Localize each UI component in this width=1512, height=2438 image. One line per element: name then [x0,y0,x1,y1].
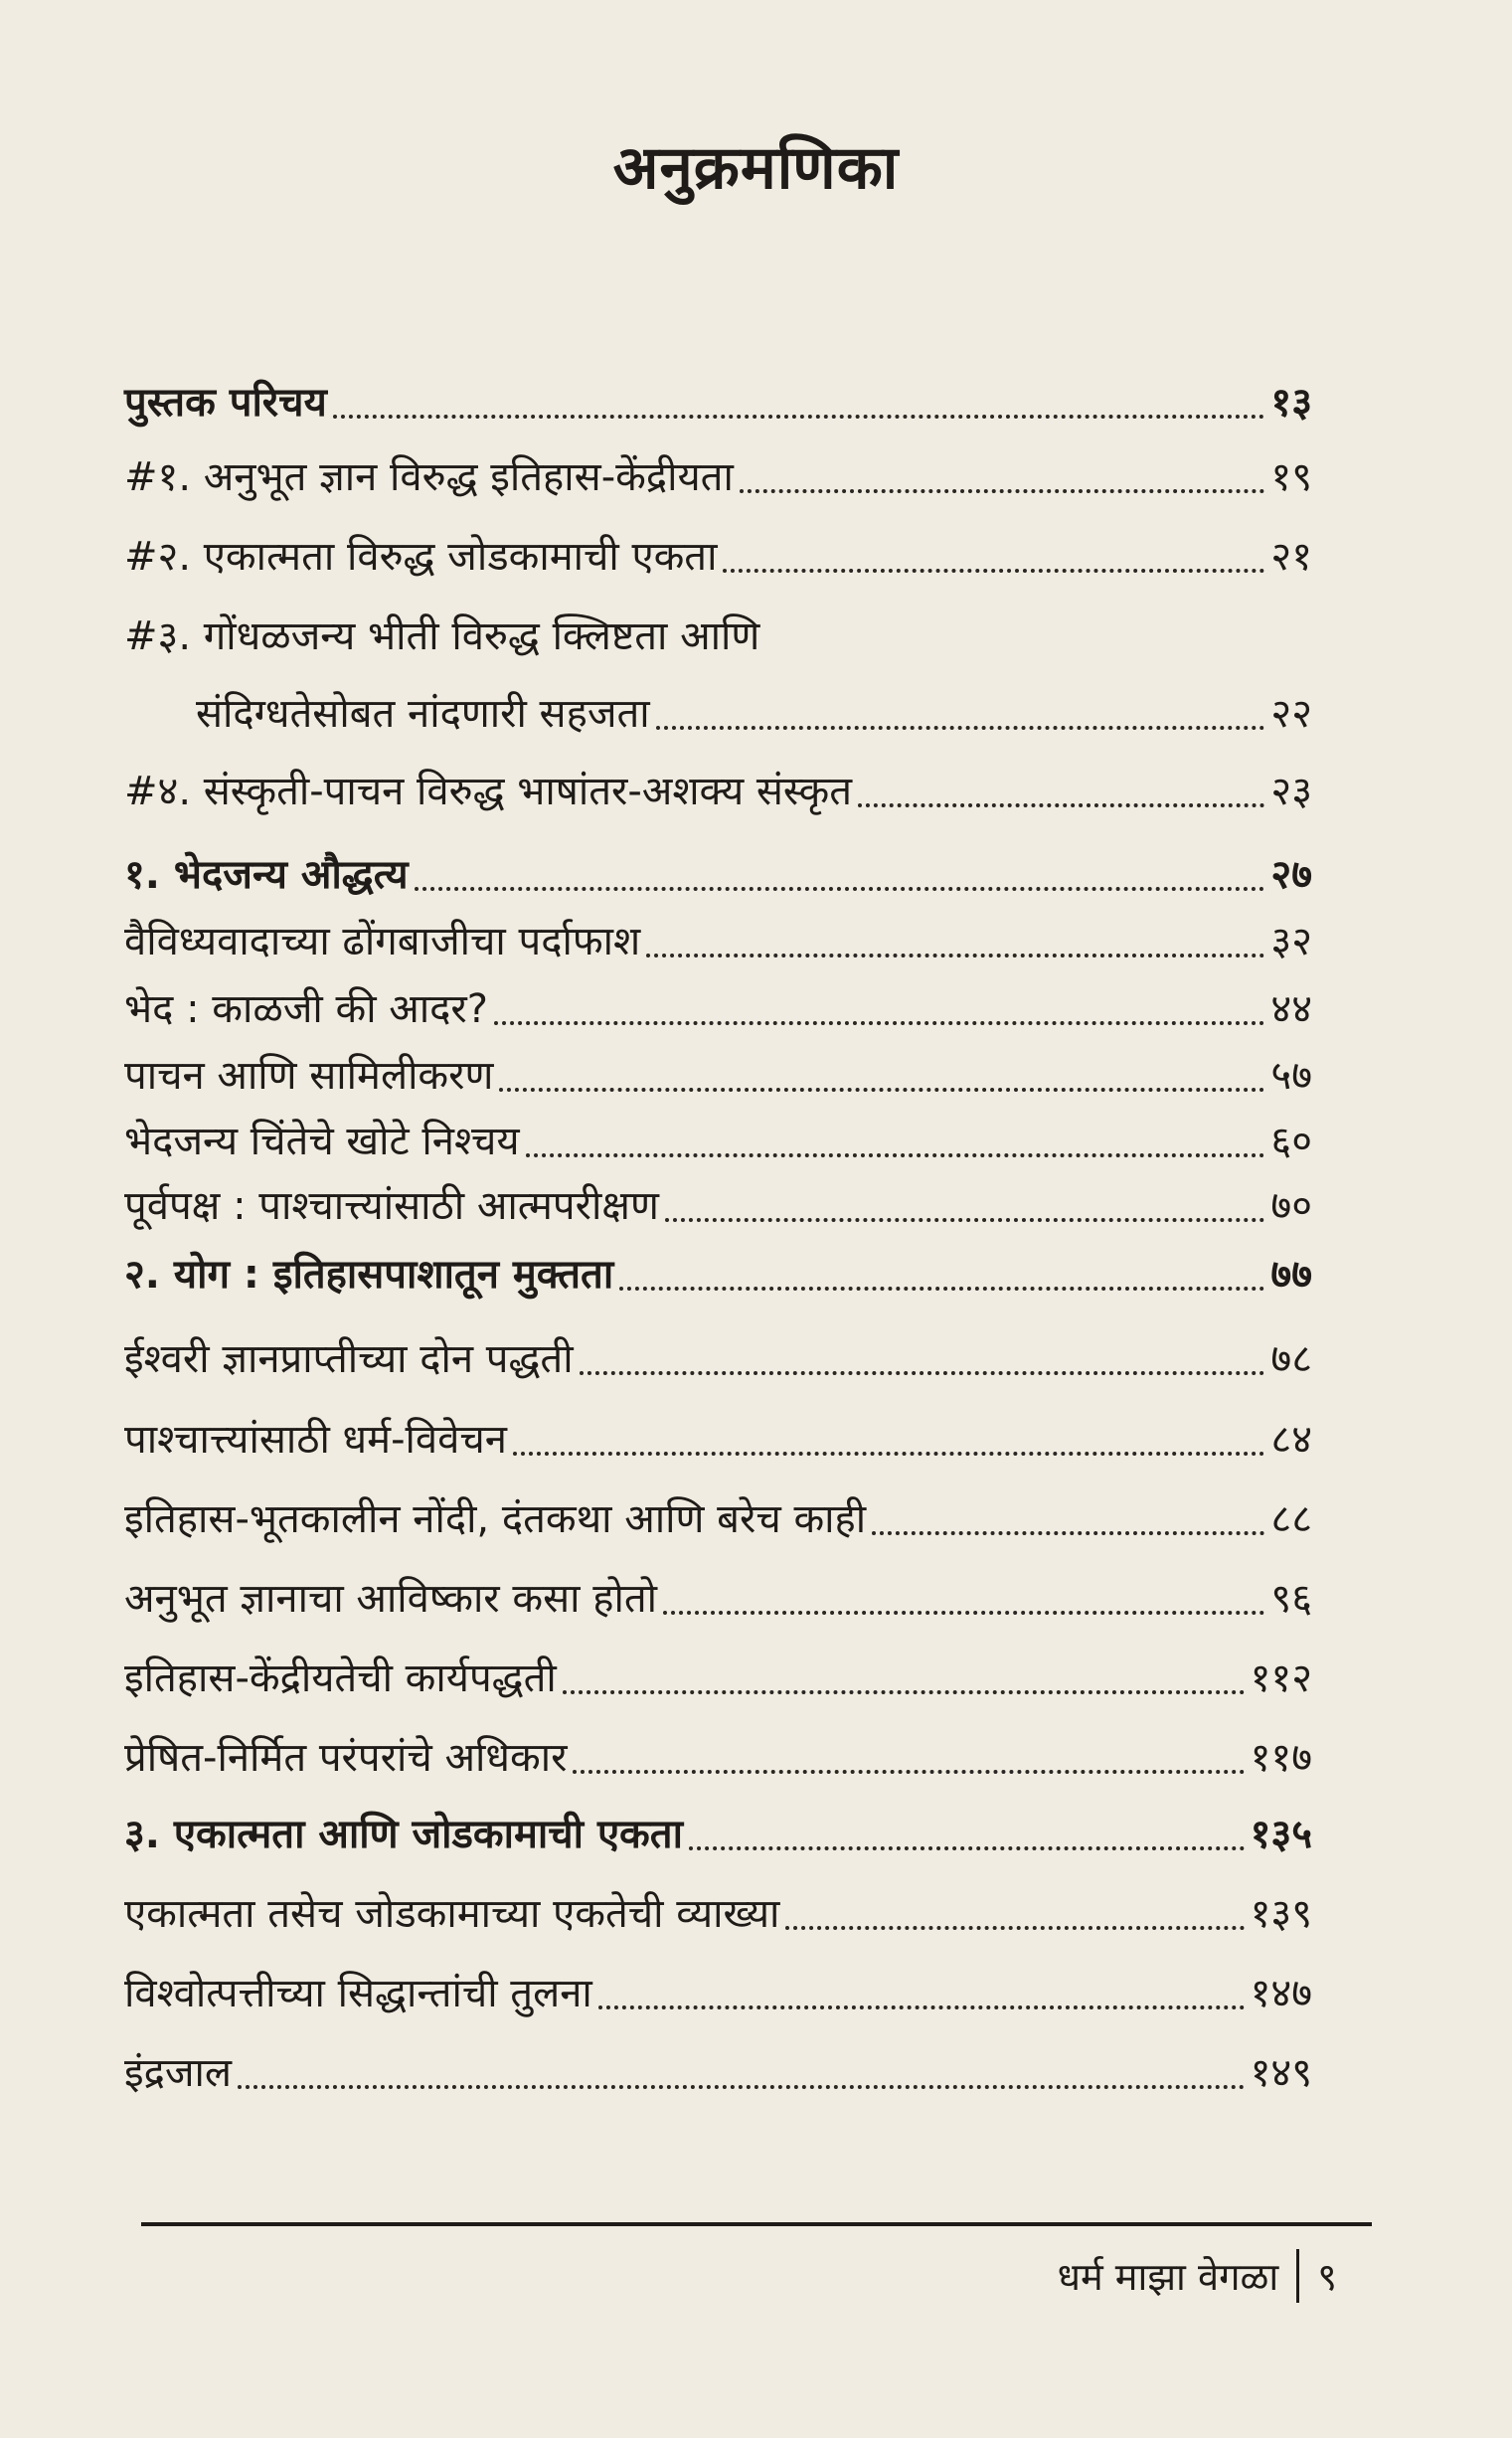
toc-page-number: १३९ [1250,1891,1312,1937]
toc-page-number: २२ [1270,691,1312,737]
page-title: अनुक्रमणिका [612,133,900,203]
dot-leader [872,1531,1264,1535]
dot-leader [619,1287,1264,1291]
toc-entry-intro [124,373,1312,428]
toc-entry-2-6 [124,1728,1312,1783]
toc-entry-label: #१. अनुभूत ज्ञान विरुद्ध इतिहास-केंद्रीयता [124,454,734,500]
toc-page-number: २१ [1270,534,1312,580]
dot-leader [663,1611,1264,1615]
footer-book-title: धर्म माझा वेगळा [1057,2255,1279,2299]
toc-page-number: २७ [1270,852,1312,898]
toc-page-number: ४४ [1270,986,1312,1032]
toc-entry-p3 [124,684,1312,739]
dot-leader [646,954,1264,958]
toc-entry-3-2 [124,1964,1312,2018]
dot-leader [580,1371,1265,1375]
dot-leader [573,1770,1244,1774]
toc-entry-2-3 [124,1489,1312,1544]
footer-page-number: ९ [1317,2255,1337,2299]
toc-entry-1-5 [124,1176,1312,1231]
toc-entry-label: पाश्चात्त्यांसाठी धर्म-विवेचन [124,1417,507,1463]
dot-leader [656,726,1265,730]
dot-leader [665,1218,1264,1222]
toc-entry-label: ३. एकात्मता आणि जोडकामाची एकता [124,1812,683,1857]
toc-page-number: १४९ [1250,2050,1312,2096]
toc-entry-label: पाचन आणि सामिलीकरण [124,1053,494,1099]
toc-entry-1-1 [124,912,1312,966]
toc-entry-2-1 [124,1329,1312,1384]
toc-entry-label: #४. संस्कृती-पाचन विरुद्ध भाषांतर-अशक्य संस्कृत [124,769,852,814]
toc-page-number: ११७ [1250,1735,1312,1781]
dot-leader [415,887,1265,891]
dot-leader [494,1021,1264,1025]
toc-entry-label: पुस्तक परिचय [124,380,327,426]
toc-entry-p2 [124,527,1312,582]
toc-section-3 [124,1805,1312,1859]
dot-leader [689,1846,1245,1850]
toc-entry-label: भेदजन्य चिंतेचे खोटे निश्चय [124,1119,520,1164]
toc-entry-1-4 [124,1112,1312,1166]
toc-entry-2-4 [124,1569,1312,1624]
toc-page-number: ७७ [1270,1252,1312,1298]
toc-entry-p1 [124,447,1312,502]
toc-entry-label: भेद : काळजी की आदर? [124,986,489,1032]
toc-entry-label: वैविध्यवादाच्या ढोंगबाजीचा पर्दाफाश [124,919,641,964]
dot-leader [598,2005,1245,2009]
toc-entry-1-2 [124,979,1312,1034]
toc-page-number: १९ [1270,454,1312,500]
toc-page-number: ११२ [1250,1655,1312,1701]
toc-page-number: १४७ [1250,1971,1312,2016]
toc-entry-label: पूर्वपक्ष : पाश्चात्त्यांसाठी आत्मपरीक्षण [124,1183,659,1229]
dot-leader [858,803,1264,807]
toc-entry-label: अनुभूत ज्ञानाचा आविष्कार कसा होतो [124,1576,657,1622]
toc-entry-1-3 [124,1046,1312,1101]
toc-page-number: ९६ [1270,1576,1312,1622]
toc-entry-2-2 [124,1410,1312,1465]
toc-page-number: ५७ [1270,1053,1312,1099]
toc-page-number: ७० [1270,1183,1312,1229]
toc-entry-label: २. योग : इतिहासपाशातून मुक्तता [124,1252,614,1298]
toc-entry-label: १. भेदजन्य औद्धत्य [124,852,409,898]
toc-entry-label: संदिग्धतेसोबत नांदणारी सहजता [196,691,650,737]
toc-entry-label: इंद्रजाल [124,2050,233,2096]
toc-entry-label: एकात्मता तसेच जोडकामाच्या एकतेची व्याख्या [124,1891,780,1937]
dot-leader [333,415,1265,419]
dot-leader [563,1690,1245,1694]
dot-leader [238,2085,1245,2089]
dot-leader [499,1088,1264,1092]
toc-page-number: २३ [1270,769,1312,814]
toc-page-number: ६० [1270,1119,1312,1164]
toc-page-number: ८४ [1270,1417,1312,1463]
toc-section-2 [124,1245,1312,1300]
dot-leader [785,1926,1244,1930]
toc-page-number: ३२ [1270,919,1312,964]
toc-page-number: ८८ [1270,1496,1312,1542]
toc-entry-p3-first-line: #३. गोंधळजन्य भीती विरुद्ध क्लिष्टता आणि [124,613,760,659]
toc-entry-p4 [124,762,1312,816]
toc-entry-3-3 [124,2043,1312,2098]
toc-entry-label: #२. एकात्मता विरुद्ध जोडकामाची एकता [124,534,718,580]
dot-leader [513,1452,1264,1456]
toc-page-number: ७८ [1270,1336,1312,1382]
toc-page-number: १३ [1270,380,1312,426]
toc-page-number: १३५ [1250,1812,1312,1857]
toc-entry-label: ईश्वरी ज्ञानप्राप्तीच्या दोन पद्धती [124,1336,574,1382]
page-footer [1058,2249,1337,2303]
dot-leader [526,1153,1265,1157]
toc-section-1 [124,845,1312,900]
toc-entry-label: इतिहास-केंद्रीयतेची कार्यपद्धती [124,1655,557,1701]
toc-entry-2-5 [124,1649,1312,1703]
dot-leader [740,489,1265,493]
toc-entry-3-1 [124,1884,1312,1939]
toc-entry-label: इतिहास-भूतकालीन नोंदी, दंतकथा आणि बरेच काही [124,1496,867,1542]
footer-rule [141,2222,1372,2226]
footer-divider [1296,2249,1299,2303]
toc-entry-label: प्रेषित-निर्मित परंपरांचे अधिकार [124,1735,568,1781]
dot-leader [723,569,1264,573]
toc-entry-label: विश्वोत्पत्तीच्या सिद्धान्तांची तुलना [124,1971,592,2016]
